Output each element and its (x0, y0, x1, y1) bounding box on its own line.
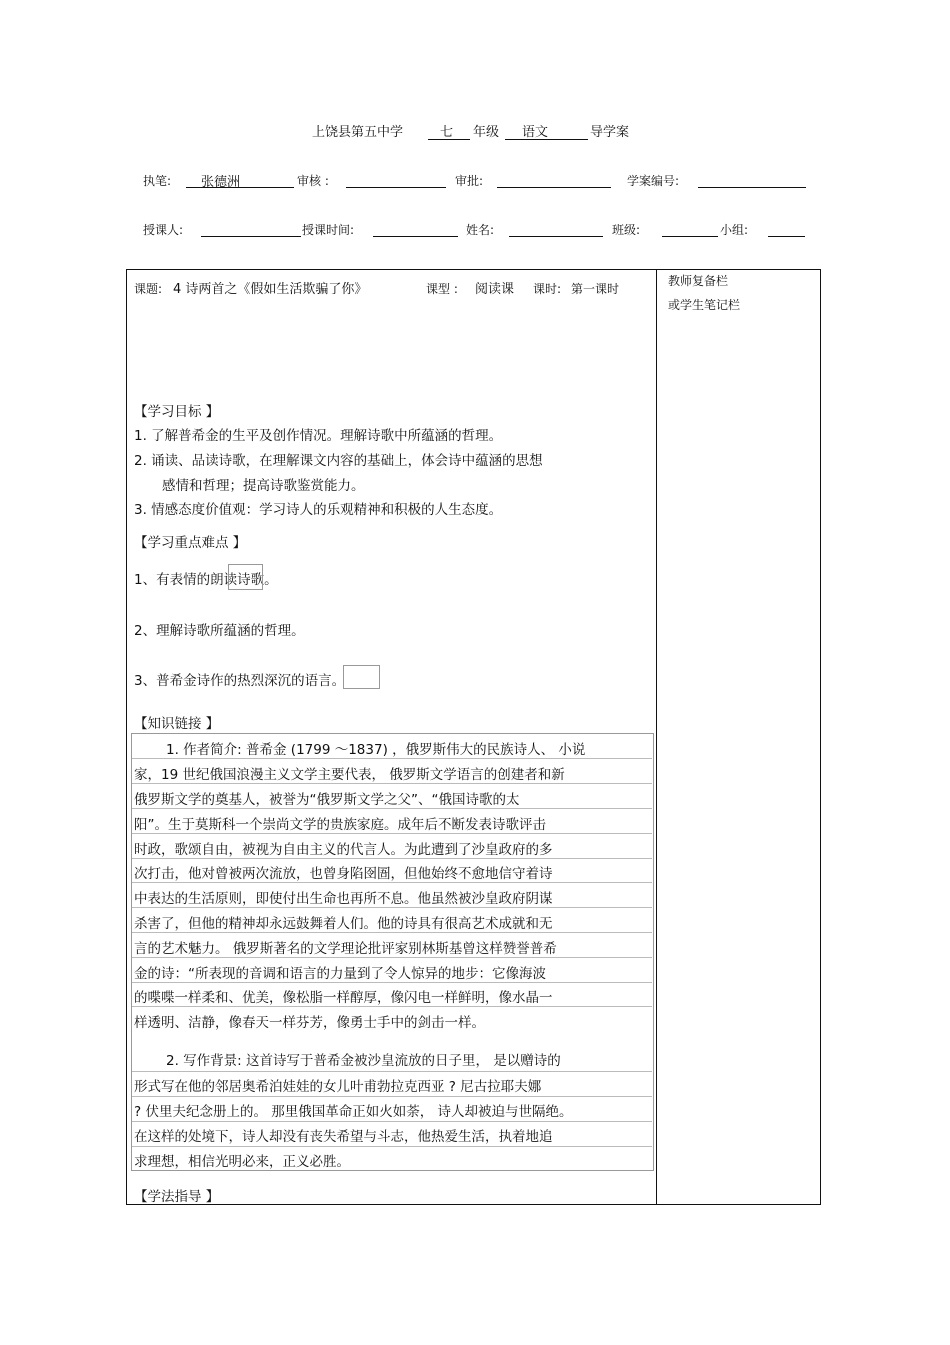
text-row-rule (132, 858, 652, 859)
column-divider (656, 269, 657, 1205)
annotation-box (343, 665, 380, 689)
text-row-rule (132, 932, 652, 933)
keypoint-item: 2、理解诗歌所蕴涵的哲理。 (134, 623, 305, 639)
name-label: 姓名: (466, 223, 495, 237)
lesson-title: 4 诗两首之《假如生活欺骗了你》 (173, 282, 368, 297)
lesson-title-label: 课题: (134, 282, 163, 296)
time-label: 授课时间: (302, 223, 355, 237)
school-name: 上饶县第五中学 (312, 125, 404, 140)
text-row-rule (132, 808, 652, 809)
author-intro-line: 时政，歌颂自由，被视为自由主义的代言人。为此遭到了沙皇政府的多 (134, 842, 553, 858)
doc-type: 导学案 (590, 125, 630, 140)
text-row-rule (132, 1071, 652, 1072)
text-row-rule (132, 1121, 652, 1122)
author-intro-line: 俄罗斯文学的奠基人，被誉为“俄罗斯文学之父”、“俄国诗歌的太 (134, 792, 520, 808)
subject-value: 语文 (522, 125, 549, 140)
teacher-label: 授课人: (143, 223, 184, 237)
author-intro-line: 1. 作者简介: 普希金 (1799 ～1837) ，俄罗斯伟大的民族诗人、 小说 (166, 742, 586, 758)
text-row-rule (132, 758, 652, 759)
author-intro-line: 阳”。生于莫斯科一个崇尚文学的贵族家庭。成年后不断发表诗歌评击 (134, 817, 546, 833)
keypoint-item: 1、有表情的朗读诗歌。 (134, 572, 278, 588)
keypoints-heading: 【学习重点难点 】 (134, 535, 247, 551)
author-value: 张德洲 (201, 175, 241, 190)
text-row-rule (132, 1096, 652, 1097)
author-intro-line: 家，19 世纪俄国浪漫主义文学主要代表， 俄罗斯文学语言的创建者和新 (134, 767, 565, 783)
text-row-rule (132, 1006, 652, 1007)
lesson-period: 第一课时 (571, 282, 620, 296)
text-row-rule (132, 783, 652, 784)
side-note-line1: 教师复备栏 (668, 274, 729, 288)
lesson-type-label: 课型 : (426, 282, 458, 296)
author-intro-line: 的喋喋一样柔和、优美，像松脂一样醇厚，像闪电一样鲜明，像水晶一 (134, 990, 553, 1006)
approve-underline (497, 187, 611, 188)
goal-item: 2. 诵读、品读诗歌，在理解课文内容的基础上，体会诗中蕴涵的思想 (134, 453, 543, 469)
class-underline (662, 236, 718, 237)
background-line: 在这样的处境下，诗人却没有丧失希望与斗志，他热爱生活，执着地追 (134, 1129, 553, 1145)
text-row-rule (132, 907, 652, 908)
author-intro-line: 言的艺术魅力。 俄罗斯著名的文学理论批评家别林斯基曾这样赞誉普希 (134, 941, 557, 957)
number-underline (698, 187, 806, 188)
review-underline (346, 187, 446, 188)
author-underline (186, 187, 294, 188)
background-line: ? 伏里夫纪念册上的。 那里俄国革命正如火如荼， 诗人却被迫与世隔绝。 (134, 1104, 573, 1120)
group-underline (768, 236, 805, 237)
text-row-rule (132, 1146, 652, 1147)
author-intro-line: 中表达的生活原则，即使付出生命也再所不息。他虽然被沙皇政府阴谋 (134, 891, 553, 907)
side-note-line2: 或学生笔记栏 (668, 298, 741, 312)
grade-value: 七 (440, 125, 454, 140)
teacher-underline (201, 236, 301, 237)
knowledge-heading: 【知识链接 】 (134, 716, 220, 732)
goal-item: 1. 了解普希金的生平及创作情况。理解诗歌中所蕴涵的哲理。 (134, 428, 503, 444)
grade-underline (428, 139, 470, 140)
author-intro-line: 次打击，他对曾被两次流放，也曾身陷囹圄，但他始终不愈地信守着诗 (134, 866, 553, 882)
keypoint-item: 3、普希金诗作的热烈深沉的语言。 (134, 673, 346, 689)
background-line: 2. 写作背景: 这首诗写于普希金被沙皇流放的日子里， 是以赠诗的 (166, 1053, 561, 1069)
text-row-rule (132, 957, 652, 958)
author-intro-line: 金的诗：“所表现的音调和语言的力量到了令人惊异的地步：它像海波 (134, 966, 546, 982)
name-underline (509, 236, 603, 237)
approve-label: 审批: (455, 174, 484, 188)
author-label: 执笔: (143, 174, 172, 188)
subject-underline (505, 139, 588, 140)
goal-item: 3. 情感态度价值观：学习诗人的乐观精神和积极的人生态度。 (134, 502, 503, 518)
class-label: 班级: (612, 223, 641, 237)
lesson-period-label: 课时: (533, 282, 562, 296)
annotation-box (228, 564, 263, 590)
text-row-rule (132, 882, 652, 883)
background-line: 求理想，相信光明必来，正义必胜。 (134, 1154, 350, 1170)
review-label: 审核 : (297, 174, 329, 188)
lesson-type: 阅读课 (475, 282, 515, 297)
group-label: 小组: (720, 223, 749, 237)
goals-heading: 【学习目标 】 (134, 404, 220, 420)
text-row-rule (132, 833, 652, 834)
text-row-rule (132, 982, 652, 983)
background-line: 形式写在他的邻居奥希泊娃娃的女儿叶甫勃拉克西亚 ? 尼古拉耶夫娜 (134, 1079, 542, 1095)
author-intro-line: 杀害了，但他的精神却永远鼓舞着人们。他的诗具有很高艺术成就和无 (134, 916, 553, 932)
time-underline (373, 236, 458, 237)
goal-item: 感情和哲理；提高诗歌鉴赏能力。 (162, 478, 365, 494)
method-heading: 【学法指导 】 (134, 1189, 220, 1205)
grade-label: 年级 (473, 125, 500, 140)
number-label: 学案编号: (627, 174, 680, 188)
author-intro-line: 样透明、洁静，像春天一样芬芳，像勇士手中的剑击一样。 (134, 1015, 485, 1031)
